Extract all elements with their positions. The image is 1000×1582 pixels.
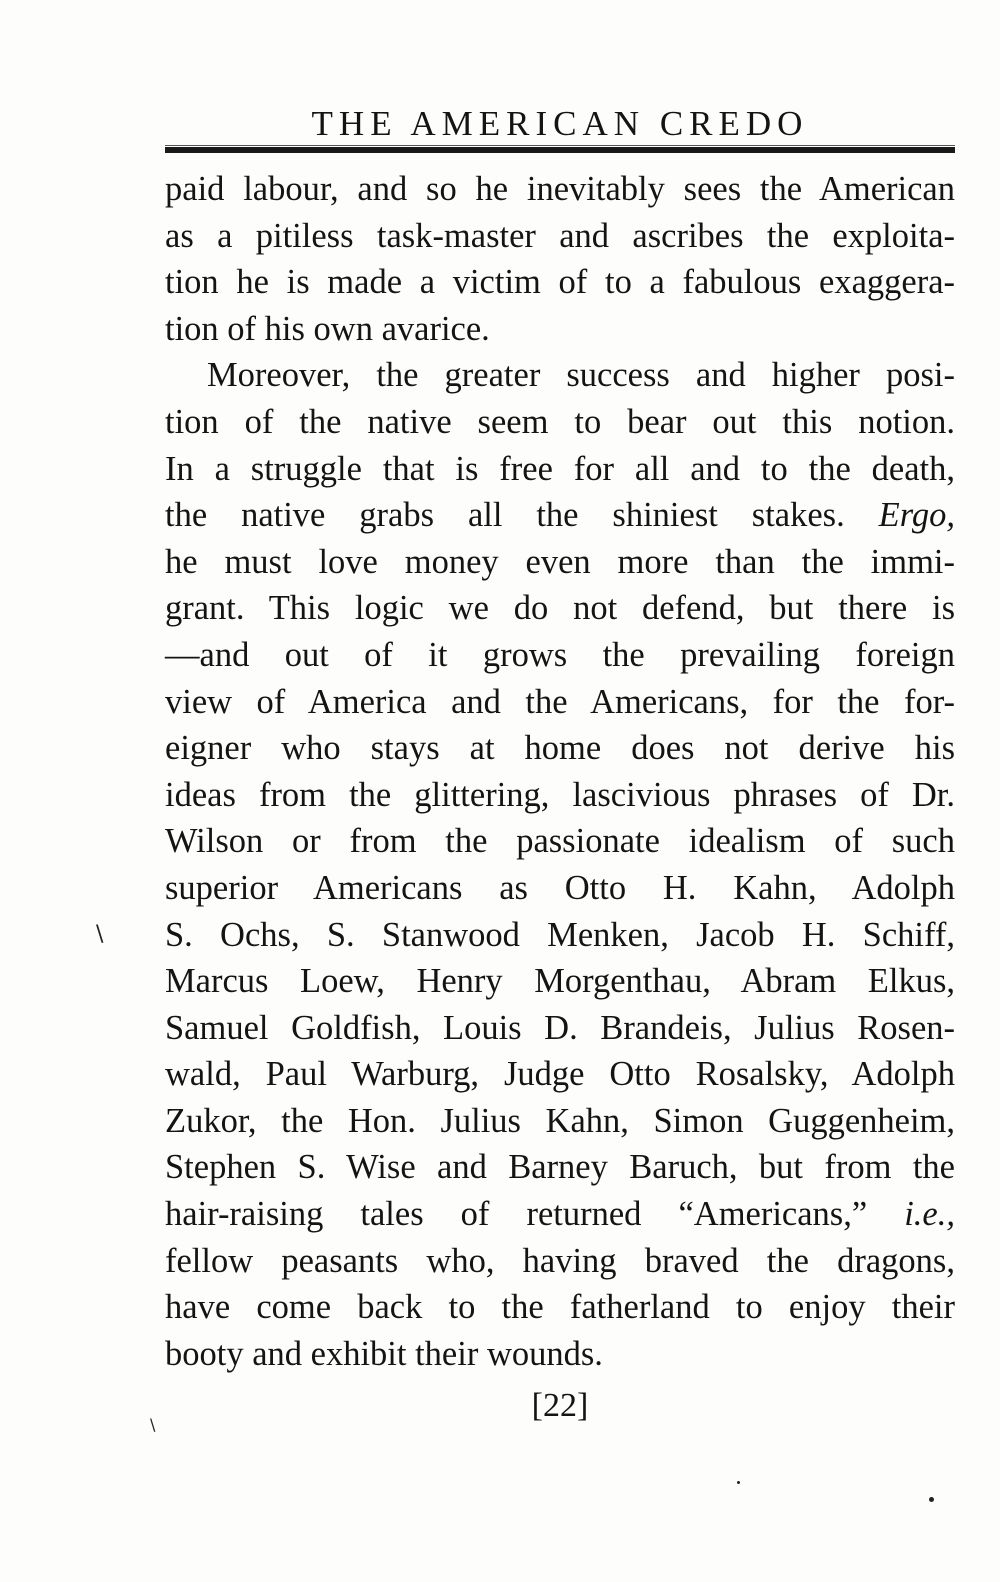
text-line: grant. This logic we do not defend, but there is <box>165 589 955 628</box>
text-line: superior Americans as Otto H. Kahn, Adolph <box>165 868 955 907</box>
text-run: the native grabs all the shiniest stakes. <box>165 496 879 535</box>
speck <box>929 1497 934 1502</box>
text-line: tion of his own avarice. <box>165 309 490 348</box>
italic-ergo: Ergo, <box>878 496 955 535</box>
text-line: eigner who stays at home does not derive his <box>165 729 955 768</box>
italic-ie: i.e., <box>904 1195 955 1234</box>
text-line: Zukor, the Hon. Julius Kahn, Simon Guggenheim, <box>165 1101 955 1140</box>
bottom-tick-mark: \ <box>150 1415 156 1434</box>
text-line: tion of the native seem to bear out this notion. <box>165 402 955 441</box>
speck <box>737 1481 740 1484</box>
header-rule-thin <box>165 145 955 146</box>
text-line: Marcus Loew, Henry Morgenthau, Abram Elkus, <box>165 962 955 1001</box>
page-number: [22] <box>531 1387 589 1424</box>
text-line: Wilson or from the passionate idealism of such <box>165 822 955 861</box>
text-line-with-italic <box>165 492 955 539</box>
text-line: have come back to the fatherland to enjoy their <box>165 1288 955 1327</box>
text-line: view of America and the Americans, for the for- <box>165 682 955 721</box>
text-line: paid labour, and so he inevitably sees the American <box>165 170 955 208</box>
text-line: ideas from the glittering, lascivious phrases of Dr. <box>165 775 955 814</box>
text-line-with-italic <box>165 1191 955 1238</box>
text-line: Stephen S. Wise and Barney Baruch, but from the <box>165 1148 955 1187</box>
text-line: tion he is made a victim of to a fabulous exaggera- <box>165 263 955 302</box>
text-line: fellow peasants who, having braved the dragons, <box>165 1241 955 1280</box>
text-line: booty and exhibit their wounds. <box>165 1334 603 1373</box>
text-line: In a struggle that is free for all and to the death, <box>165 449 955 488</box>
text-line: wald, Paul Warburg, Judge Otto Rosalsky, Adolph <box>165 1055 955 1094</box>
text-line: Moreover, the greater success and higher posi- <box>207 356 955 395</box>
margin-tick-mark: \ <box>96 922 104 947</box>
text-line: S. Ochs, S. Stanwood Menken, Jacob H. Schiff, <box>165 915 955 954</box>
text-line: —and out of it grows the prevailing foreign <box>165 635 955 674</box>
text-run: hair-raising tales of returned “Americans,” <box>165 1195 905 1234</box>
body-text <box>165 166 955 1377</box>
header-rule <box>165 147 955 153</box>
text-line: as a pitiless task-master and ascribes the exploita- <box>165 216 955 255</box>
text-line: he must love money even more than the immi- <box>165 542 955 581</box>
text-line: Samuel Goldfish, Louis D. Brandeis, Julius Rosen- <box>165 1008 955 1047</box>
running-head: THE AMERICAN CREDO <box>311 104 809 143</box>
